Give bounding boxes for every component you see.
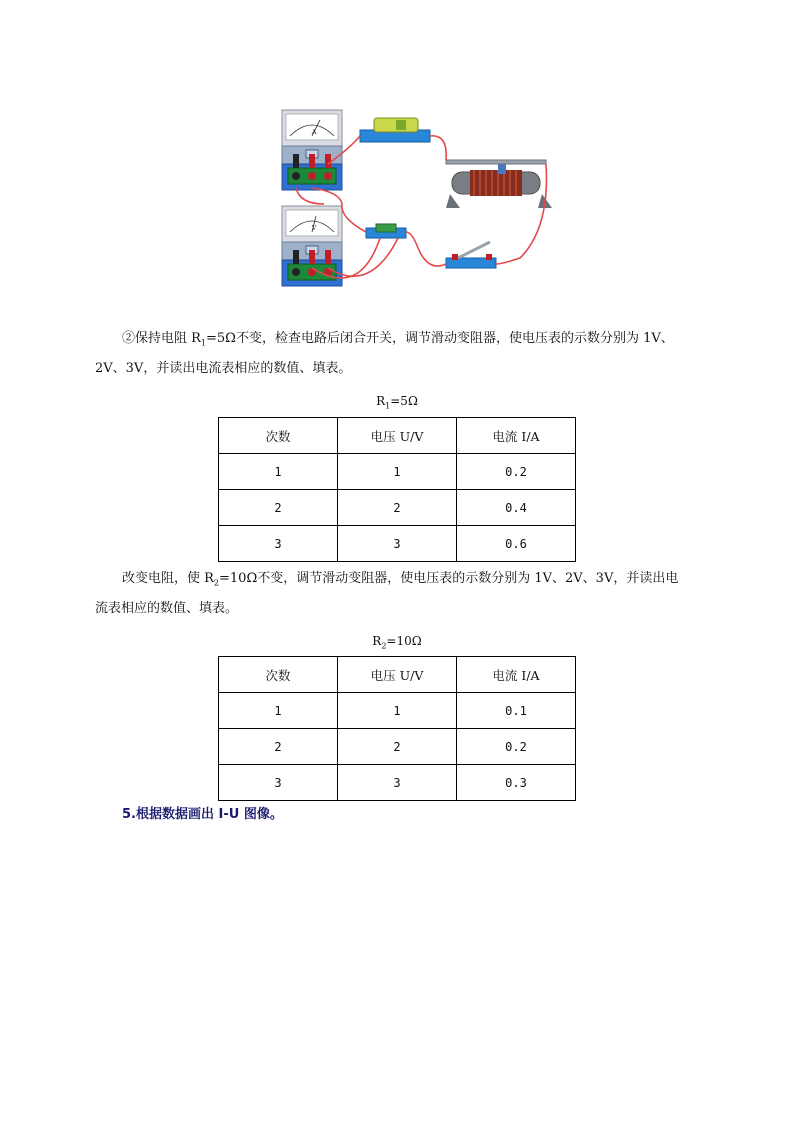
paragraph-change-line2: 流表相应的数值、填表。 <box>95 601 239 616</box>
table-header-row <box>219 418 576 454</box>
paragraph-step2-line2: 2V、3V，并读出电流表相应的数值、填表。 <box>95 361 352 376</box>
cell-voltage: 3 <box>338 765 457 801</box>
circuit-illustration <box>280 108 556 304</box>
cell-voltage: 1 <box>338 454 457 490</box>
subscript-1: 1 <box>200 338 207 348</box>
header-voltage: 电压 U/V <box>338 657 457 693</box>
cell-trial: 2 <box>219 729 338 765</box>
cell-current: 0.2 <box>457 454 576 490</box>
cell-trial: 3 <box>219 526 338 562</box>
subscript-2: 2 <box>213 578 220 588</box>
table1-caption-prefix: R <box>376 394 386 408</box>
circuit-diagram-image <box>280 108 556 304</box>
cell-current: 0.4 <box>457 490 576 526</box>
table2-caption-sub: 2 <box>381 641 387 651</box>
cell-current: 0.2 <box>457 729 576 765</box>
table-row <box>219 490 576 526</box>
battery <box>360 118 430 142</box>
header-trial: 次数 <box>219 418 338 454</box>
header-voltage: 电压 U/V <box>338 418 457 454</box>
ammeter-scale-label: A <box>311 129 317 136</box>
paragraph-step2-suffix: =5Ω不变，检查电路后闭合开关，调节滑动变阻器，使电压表的示数分别为 1V、 <box>206 331 674 346</box>
header-current: 电流 I/A <box>457 657 576 693</box>
voltmeter <box>282 206 342 286</box>
table2-caption-prefix: R <box>372 634 382 648</box>
paragraph-change-prefix: 改变电阻，使 R <box>122 571 214 586</box>
table-header-row <box>219 657 576 693</box>
header-trial: 次数 <box>219 657 338 693</box>
cell-trial: 1 <box>219 454 338 490</box>
table2-caption-suffix: =10Ω <box>386 634 422 648</box>
data-table-r1 <box>218 417 576 562</box>
cell-voltage: 2 <box>338 729 457 765</box>
ammeter <box>282 110 342 190</box>
cell-current: 0.1 <box>457 693 576 729</box>
paragraph-change-suffix: =10Ω不变，调节滑动变阻器，使电压表的示数分别为 1V、2V、3V，并读出电 <box>219 571 679 586</box>
table-row <box>219 454 576 490</box>
cell-trial: 1 <box>219 693 338 729</box>
table-row <box>219 693 576 729</box>
table-row <box>219 765 576 801</box>
paragraph-step2 <box>122 330 674 353</box>
sliding-rheostat <box>446 160 552 208</box>
table1-caption-suffix: =5Ω <box>390 394 418 408</box>
resistor <box>366 224 406 238</box>
switch <box>446 242 496 268</box>
cell-voltage: 1 <box>338 693 457 729</box>
data-table-r2 <box>218 656 576 801</box>
voltmeter-scale-label: V <box>311 225 317 232</box>
section-heading-5: 5.根据数据画出 I-U 图像。 <box>122 807 283 822</box>
paragraph-change-resistor <box>122 570 678 593</box>
cell-current: 0.6 <box>457 526 576 562</box>
cell-current: 0.3 <box>457 765 576 801</box>
table-row <box>219 729 576 765</box>
cell-voltage: 3 <box>338 526 457 562</box>
table-row <box>219 526 576 562</box>
table2-caption <box>0 634 794 650</box>
cell-voltage: 2 <box>338 490 457 526</box>
paragraph-step2-prefix: ②保持电阻 R <box>122 331 201 346</box>
cell-trial: 2 <box>219 490 338 526</box>
table1-caption-sub: 1 <box>385 401 391 411</box>
table1-caption <box>0 394 794 410</box>
header-current: 电流 I/A <box>457 418 576 454</box>
cell-trial: 3 <box>219 765 338 801</box>
